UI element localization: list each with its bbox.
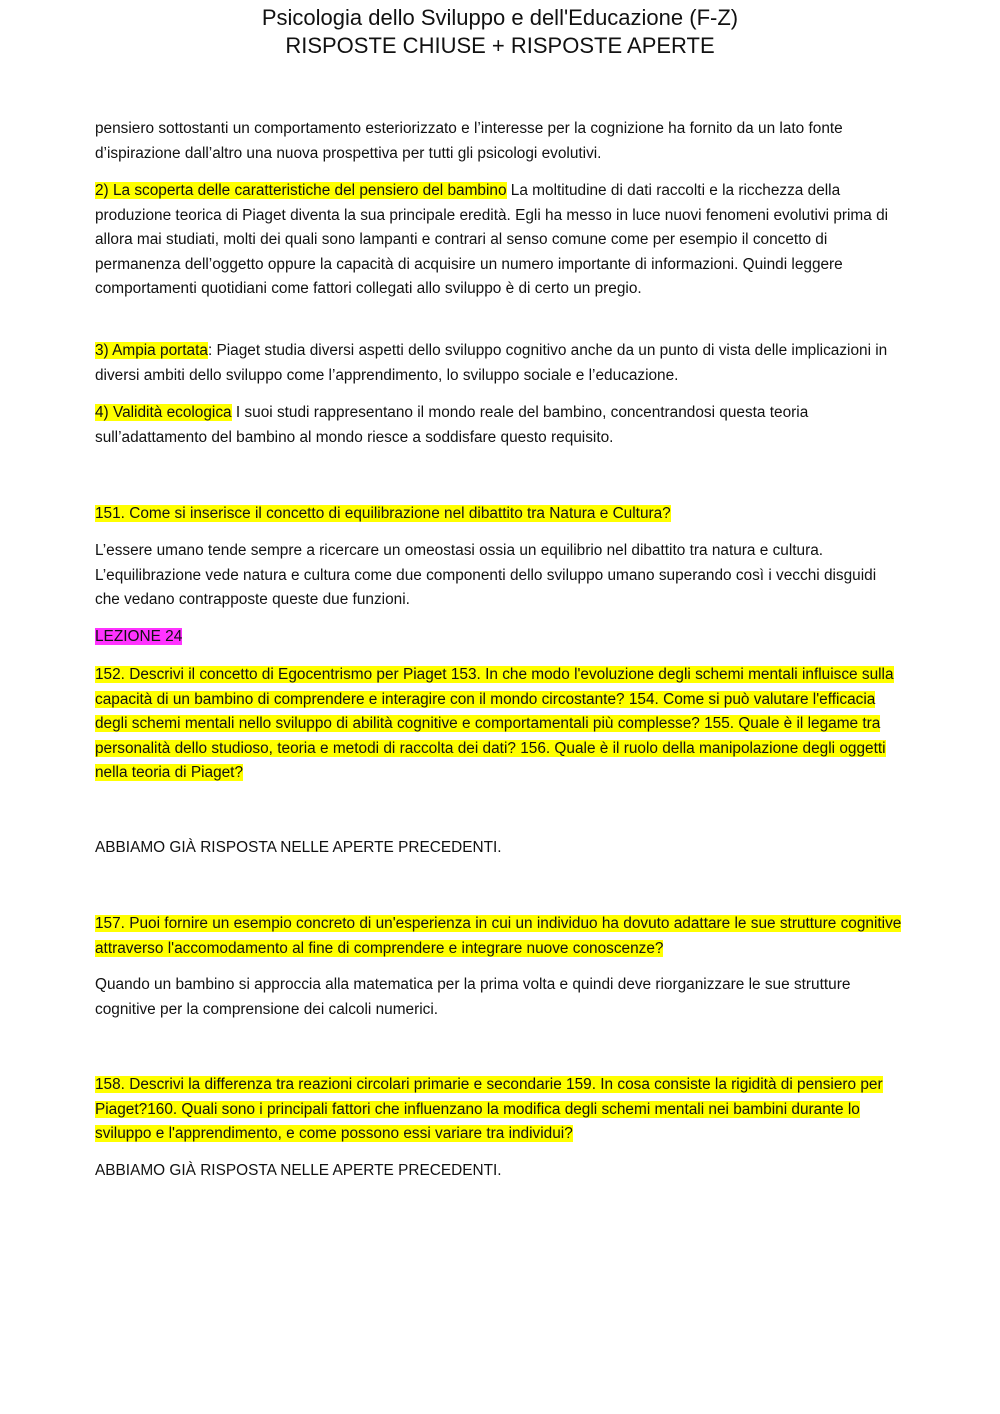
lesson-label: LEZIONE 24 xyxy=(95,628,183,645)
point-4-label: 4) Validità ecologica xyxy=(95,404,232,421)
answer-157: Quando un bambino si approccia alla matematica per la prima volta e quindi deve riorganizzare le sue strutture cognitive per la comprensione dei calcoli numerici. xyxy=(95,976,851,1018)
point-2-paragraph xyxy=(95,179,905,302)
point-2-text: La moltitudine di dati raccolti e la ricchezza della produzione teorica di Piaget diventa la sua principale eredità. Egli ha messo in luce nuovi fenomeni evolutivi prima di allora mai studiati, molti dei quali sono lampanti e contrari al senso comune come per esempio il concetto di permanenza dell’oggetto oppure la capacità di acquisire un numero importante di informazioni. Quindi leggere comportamenti quotidiani come fattori collegati allo sviluppo è di certo un pregio. xyxy=(95,182,889,298)
answer-152-156: ABBIAMO GIÀ RISPOSTA NELLE APERTE PRECEDENTI. xyxy=(95,839,502,856)
point-4-paragraph xyxy=(95,401,905,450)
answer-158-160: ABBIAMO GIÀ RISPOSTA NELLE APERTE PRECEDENTI. xyxy=(95,1162,502,1179)
document-title: Psicologia dello Sviluppo e dell'Educazione (F-Z) xyxy=(261,5,739,30)
question-157 xyxy=(95,912,905,961)
document-subtitle: RISPOSTE CHIUSE + RISPOSTE APERTE xyxy=(285,33,715,58)
intro-continuation-paragraph: pensiero sottostanti un comportamento esteriorizzato e l’interesse per la cognizione ha fornito da un lato fonte d’ispirazione dall’altro una nuova prospettiva per tutti gli psicologi evolutivi. xyxy=(95,120,843,162)
point-3-text: : Piaget studia diversi aspetti dello sviluppo cognitivo anche da un punto di vista delle implicazioni in diversi ambiti dello sviluppo come l’apprendimento, lo sviluppo sociale e l’educazione. xyxy=(95,342,888,384)
point-4-text: I suoi studi rappresentano il mondo reale del bambino, concentrandosi questa teoria sull’adattamento del bambino al mondo riesce a soddisfare questo requisito. xyxy=(95,404,809,446)
question-151-text: 151. Come si inserisce il concetto di equilibrazione nel dibattito tra Natura e Cultura? xyxy=(95,505,671,522)
lesson-heading xyxy=(95,625,905,650)
questions-158-160-text: 158. Descrivi la differenza tra reazioni circolari primarie e secondarie 159. In cosa consiste la rigidità di pensiero per Piaget?160. Quali sono i principali fattori che influenzano la modifica degli schemi mentali nei bambini durante lo sviluppo e l'apprendimento, e come possono essi variare tra individui? xyxy=(95,1076,883,1143)
question-151 xyxy=(95,502,905,527)
page-header xyxy=(0,4,1000,60)
questions-152-156 xyxy=(95,663,905,786)
point-3-label: 3) Ampia portata xyxy=(95,342,208,359)
questions-158-160 xyxy=(95,1073,905,1147)
point-3-paragraph xyxy=(95,339,905,388)
question-157-text: 157. Puoi fornire un esempio concreto di un'esperienza in cui un individuo ha dovuto adattare le sue strutture cognitive attraverso l'accomodamento al fine di comprendere e integrare nuove conoscenze? xyxy=(95,915,902,957)
answer-151: L’essere umano tende sempre a ricercare un omeostasi ossia un equilibrio nel dibattito tra natura e cultura. L’equilibrazione vede natura e cultura come due componenti dello sviluppo umano superando così i vecchi disguidi che vedano contrapposte queste due funzioni. xyxy=(95,542,877,609)
questions-152-156-text: 152. Descrivi il concetto di Egocentrismo per Piaget 153. In che modo l'evoluzione degli schemi mentali influisce sulla capacità di un bambino di comprendere e interagire con il mondo circostante? 154. Come si può valutare l'efficacia degli schemi mentali nello sviluppo di abilità cognitive e comportamentali più complesse? 155. Quale è il legame tra personalità dello studioso, teoria e metodi di raccolta dei dati? 156. Quale è il ruolo della manipolazione degli oggetti nella teoria di Piaget? xyxy=(95,666,894,782)
point-2-label: 2) La scoperta delle caratteristiche del pensiero del bambino xyxy=(95,182,507,199)
